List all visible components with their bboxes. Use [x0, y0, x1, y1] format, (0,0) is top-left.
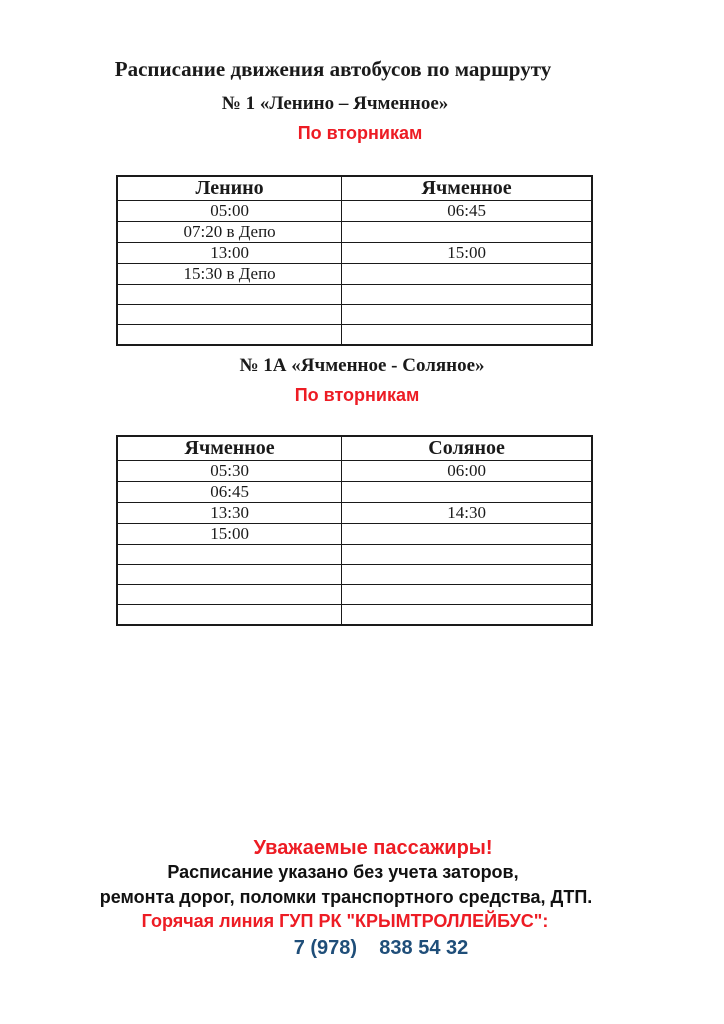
table-row [117, 264, 592, 285]
time-cell: 15:00 [342, 243, 592, 264]
time-cell: 05:00 [117, 201, 342, 222]
time-cell [342, 305, 592, 325]
timetable-yachmennoe-solyanoe [116, 435, 593, 626]
time-cell [342, 585, 592, 605]
time-cell [342, 285, 592, 305]
time-cell [117, 605, 342, 626]
table-row [117, 325, 592, 346]
time-cell [117, 305, 342, 325]
time-cell: 05:30 [117, 461, 342, 482]
hotline-label: Горячая линия ГУП РК "КРЫМТРОЛЛЕЙБУС": [141, 911, 549, 931]
table-row [117, 305, 592, 325]
time-cell [342, 545, 592, 565]
schedule-note-1: По вторникам [297, 123, 423, 143]
header-row [117, 176, 592, 201]
table-row [117, 545, 592, 565]
column-header: Ячменное [342, 176, 592, 201]
table-row [117, 565, 592, 585]
schedule-note-2: По вторникам [294, 385, 420, 405]
table-row [117, 461, 592, 482]
time-cell: 14:30 [342, 503, 592, 524]
table-row [117, 524, 592, 545]
time-cell [342, 524, 592, 545]
table-row [117, 605, 592, 626]
notice-heading: Уважаемые пассажиры! [253, 837, 493, 859]
table-row [117, 585, 592, 605]
hotline-phone: 7 (978) 838 54 32 [293, 937, 469, 959]
header-row [117, 436, 592, 461]
column-header: Соляное [342, 436, 592, 461]
time-cell: 06:45 [342, 201, 592, 222]
time-cell [117, 325, 342, 346]
table-row [117, 201, 592, 222]
column-header: Ленино [117, 176, 342, 201]
time-cell [117, 285, 342, 305]
time-cell: 06:45 [117, 482, 342, 503]
time-cell: 15:30 в Депо [117, 264, 342, 285]
notice-line-1: Расписание указано без учета заторов, [167, 862, 519, 882]
timetable-lenino-yachmennoe [116, 175, 593, 346]
route-title-2: № 1А «Ячменное - Соляное» [239, 355, 485, 376]
time-cell: 15:00 [117, 524, 342, 545]
time-cell [117, 585, 342, 605]
table-row [117, 503, 592, 524]
page-title: Расписание движения автобусов по маршруту [114, 57, 552, 81]
time-cell [342, 222, 592, 243]
notice-line-2: ремонта дорог, поломки транспортного средства, ДТП. [99, 887, 593, 907]
table-row [117, 243, 592, 264]
time-cell [342, 325, 592, 346]
time-cell [342, 565, 592, 585]
column-header: Ячменное [117, 436, 342, 461]
time-cell: 13:30 [117, 503, 342, 524]
route-title-1: № 1 «Ленино – Ячменное» [221, 93, 449, 114]
time-cell [117, 545, 342, 565]
table-row [117, 285, 592, 305]
time-cell: 13:00 [117, 243, 342, 264]
time-cell [117, 565, 342, 585]
time-cell: 06:00 [342, 461, 592, 482]
table-row [117, 222, 592, 243]
table-row [117, 482, 592, 503]
time-cell [342, 482, 592, 503]
time-cell [342, 605, 592, 626]
time-cell [342, 264, 592, 285]
time-cell: 07:20 в Депо [117, 222, 342, 243]
